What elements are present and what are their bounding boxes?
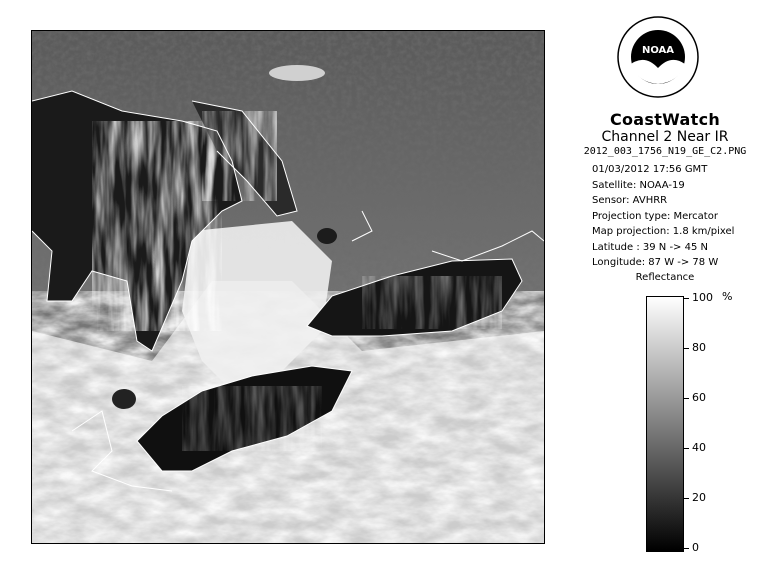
sensor: Sensor: AVHRR <box>592 195 668 206</box>
longitude-range: Longitude: 87 W -> 78 W <box>592 257 719 268</box>
image-metadata <box>592 162 734 271</box>
tick-mark <box>683 498 689 499</box>
map-canvas <box>32 31 544 543</box>
projection-type: Projection type: Mercator <box>592 210 718 222</box>
tick-mark <box>683 398 689 399</box>
lake-st-clair <box>112 389 136 409</box>
tick-label: 40 <box>692 441 706 454</box>
reflectance-colorbar <box>646 296 684 552</box>
brand-title: CoastWatch <box>609 110 721 129</box>
latitude-range: Latitude : 39 N -> 45 N <box>592 241 708 253</box>
tick-label: 20 <box>692 491 706 504</box>
tick-label: 80 <box>692 341 706 354</box>
map-projection: Map projection: 1.8 km/pixel <box>592 226 735 237</box>
tick-label: 100 <box>692 291 713 304</box>
satellite-image <box>31 30 545 544</box>
image-filename: 2012_003_1756_N19_GE_C2.PNG <box>583 146 747 157</box>
northern-lake-frozen <box>269 65 325 81</box>
tick-mark <box>683 298 689 299</box>
channel-title: Channel 2 Near IR <box>601 129 729 145</box>
tick-mark <box>683 448 689 449</box>
legend-title: Reflectance <box>635 272 695 283</box>
tick-label: 60 <box>692 391 706 404</box>
tick-mark <box>683 548 689 549</box>
tick-mark <box>683 348 689 349</box>
datetime: 01/03/2012 17:56 GMT <box>592 164 708 175</box>
tick-label: 0 <box>692 541 699 554</box>
noaa-logo <box>617 16 699 98</box>
logo-text: NOAA <box>641 45 675 56</box>
lake-simcoe <box>317 228 337 244</box>
legend-unit: % <box>722 290 733 303</box>
satellite: Satellite: NOAA-19 <box>592 179 685 191</box>
